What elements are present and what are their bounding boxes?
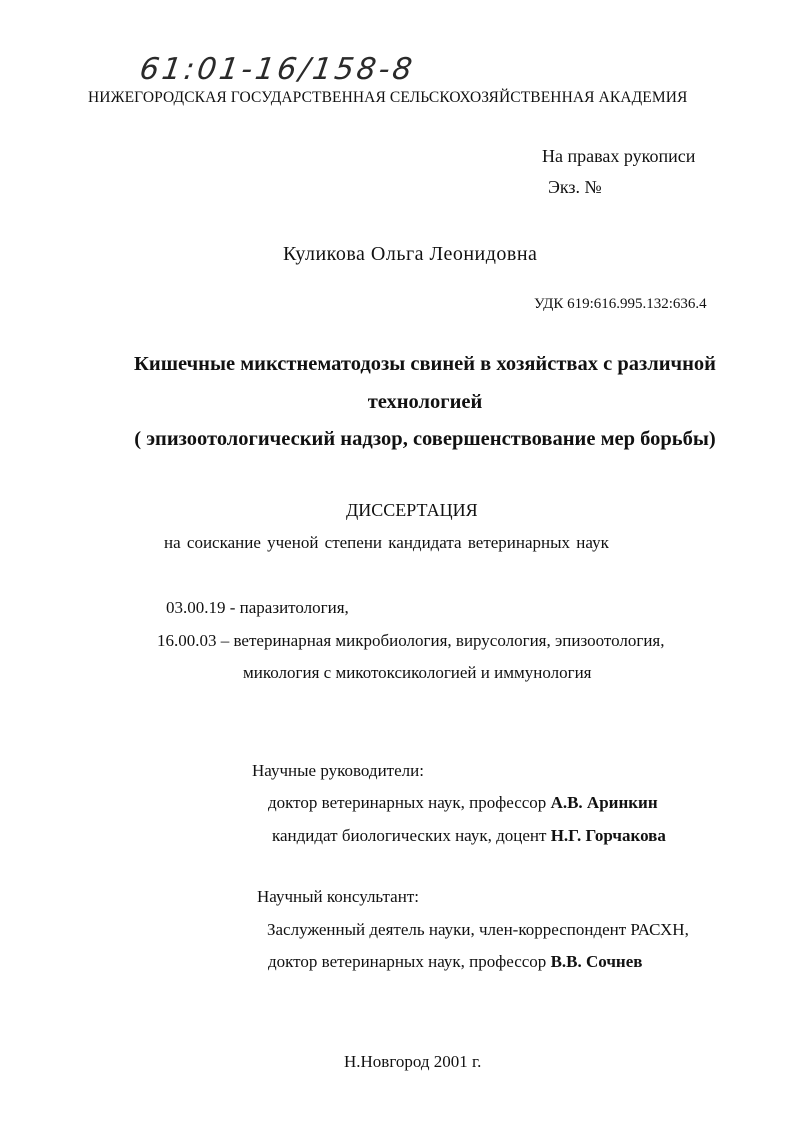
- copy-number-label: Экз. №: [548, 177, 602, 197]
- supervisor-1: [268, 793, 658, 813]
- supervisor-1-title: доктор ветеринарных наук, профессор: [268, 793, 551, 812]
- academy-name: НИЖЕГОРОДСКАЯ ГОСУДАРСТВЕННАЯ СЕЛЬСКОХОЗЯЙСТВЕННАЯ АКАДЕМИЯ: [88, 89, 688, 106]
- title-line-2: технологией: [367, 391, 483, 413]
- consultant-line-1: Заслуженный деятель науки, член-корреспондент РАСХН,: [267, 920, 689, 939]
- city-year: Н.Новгород 2001 г.: [344, 1052, 482, 1071]
- supervisor-2: [272, 826, 666, 846]
- consultant-line-2: [268, 952, 642, 972]
- consultant-heading: Научный консультант:: [257, 887, 419, 906]
- consultant-title: доктор ветеринарных наук, профессор: [268, 952, 551, 971]
- specialty-line-2: 16.00.03 – ветеринарная микробиология, вирусология, эпизоотология,: [157, 631, 665, 650]
- author-name: Куликова Ольга Леонидовна: [283, 243, 538, 265]
- udk-code: УДК 619:616.995.132:636.4: [534, 296, 707, 312]
- title-line-3: ( эпизоотологический надзор, совершенствование мер борьбы): [134, 428, 716, 450]
- supervisor-2-title: кандидат биологических наук, доцент: [272, 826, 551, 845]
- manuscript-rights-note: На правах рукописи: [542, 146, 696, 166]
- supervisor-1-name: А.В. Аринкин: [550, 793, 658, 812]
- consultant-name: В.В. Сочнев: [550, 952, 643, 971]
- specialty-line-1: 03.00.19 - паразитология,: [166, 598, 349, 617]
- title-line-1: Кишечные микстнематодозы свиней в хозяйствах с различной: [134, 353, 716, 375]
- dissertation-label: ДИССЕРТАЦИЯ: [346, 500, 478, 520]
- registration-number-handwritten: 61:01-16/158-8: [137, 52, 418, 87]
- specialty-line-3: микология с микотоксикологией и иммунология: [243, 663, 592, 682]
- degree-line: на соискание ученой степени кандидата ветеринарных наук: [164, 533, 609, 552]
- supervisors-heading: Научные руководители:: [252, 761, 424, 780]
- supervisor-2-name: Н.Г. Горчакова: [550, 826, 666, 845]
